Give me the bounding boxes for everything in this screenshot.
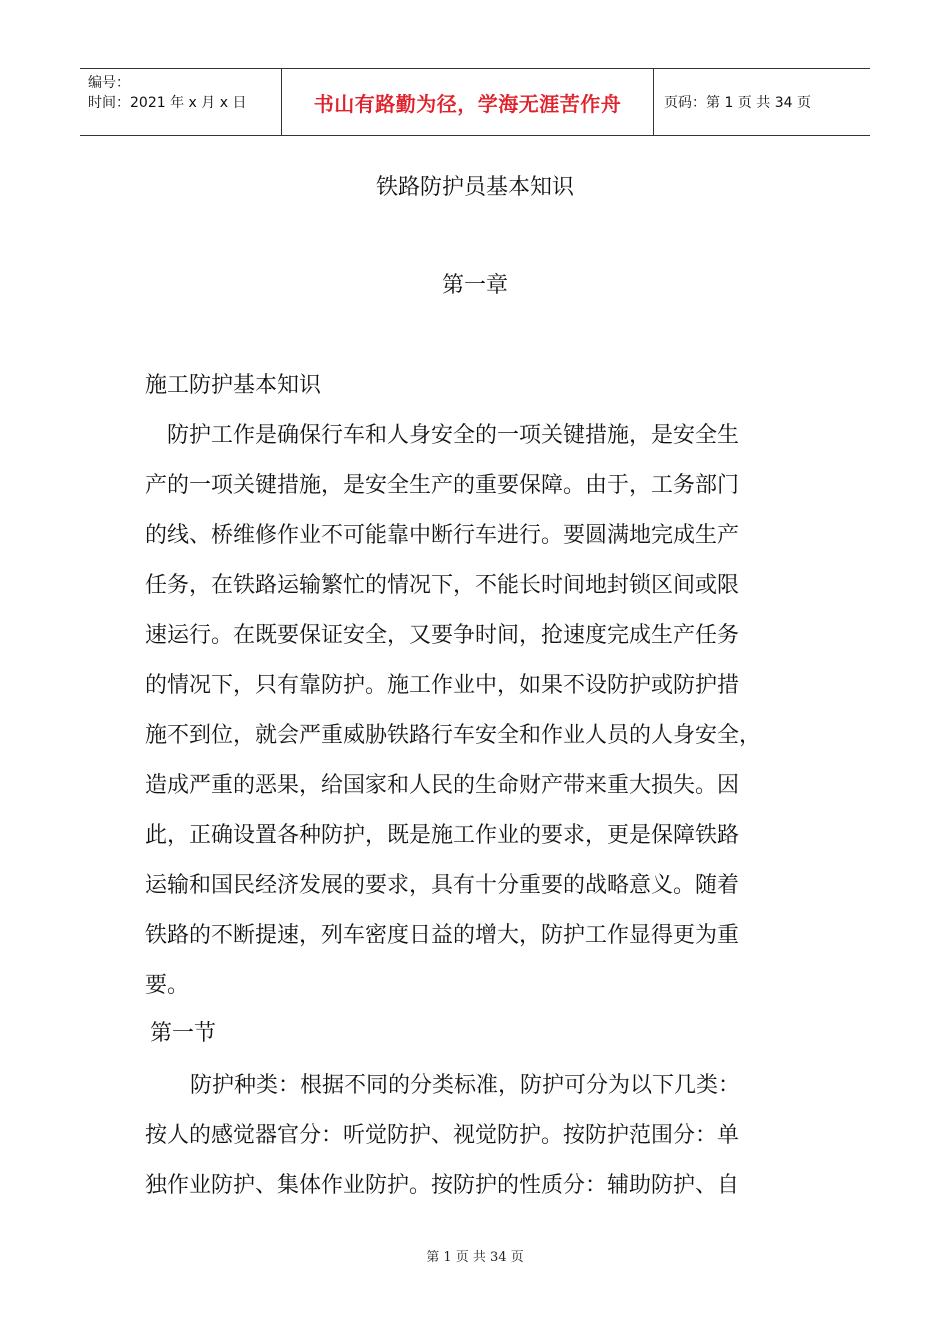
text-line: 施不到位，就会严重威胁铁路行车安全和作业人员的人身安全， — [145, 723, 762, 748]
text-line: 产的一项关键措施，是安全生产的重要保障。由于，工务部门 — [145, 473, 740, 498]
text-line: 按人的感觉器官分：听觉防护、视觉防护。按防护范围分：单 — [145, 1123, 740, 1148]
text-line: 造成严重的恶果，给国家和人民的生命财产带来重大损失。因 — [145, 773, 740, 798]
page-header — [80, 68, 870, 136]
text-line: 独作业防护、集体作业防护。按防护的性质分：辅助防护、自 — [145, 1173, 740, 1198]
text-line: 铁路的不断提速，列车密度日益的增大，防护工作显得更为重 — [145, 923, 740, 948]
section-heading: 施工防护基本知识 — [145, 373, 322, 398]
header-meta — [80, 69, 282, 135]
chapter-heading: 第一章 — [441, 273, 508, 298]
text-line: 此，正确设置各种防护，既是施工作业的要求，更是保障铁路 — [145, 823, 740, 848]
page-footer: 第 1 页 共 34 页 — [426, 1250, 524, 1265]
time-label: 时间：2021 年 x 月 x 日 — [88, 95, 247, 111]
section-1-heading: 第一节 — [150, 1021, 217, 1046]
text-line: 要。 — [145, 973, 190, 998]
text-line: 运输和国民经济发展的要求，具有十分重要的战略意义。随着 — [145, 873, 740, 898]
text-line: 速运行。在既要保证安全，又要争时间，抢速度完成生产任务 — [145, 623, 740, 648]
number-label: 编号： — [88, 75, 130, 91]
text-line: 的情况下，只有靠防护。施工作业中，如果不设防护或防护措 — [145, 673, 740, 698]
header-motto: 书山有路勤为径，学海无涯苦作舟 — [282, 69, 654, 135]
header-page-info: 页码：第 1 页 共 34 页 — [664, 95, 811, 111]
text-line: 任务，在铁路运输繁忙的情况下，不能长时间地封锁区间或限 — [145, 573, 740, 598]
text-line: 防护种类：根据不同的分类标准，防护可分为以下几类： — [168, 1073, 741, 1098]
document-title: 铁路防护员基本知识 — [375, 175, 574, 200]
text-line: 的线、桥维修作业不可能靠中断行车进行。要圆满地完成生产 — [145, 523, 740, 548]
text-line: 防护工作是确保行车和人身安全的一项关键措施，是安全生 — [145, 423, 740, 448]
